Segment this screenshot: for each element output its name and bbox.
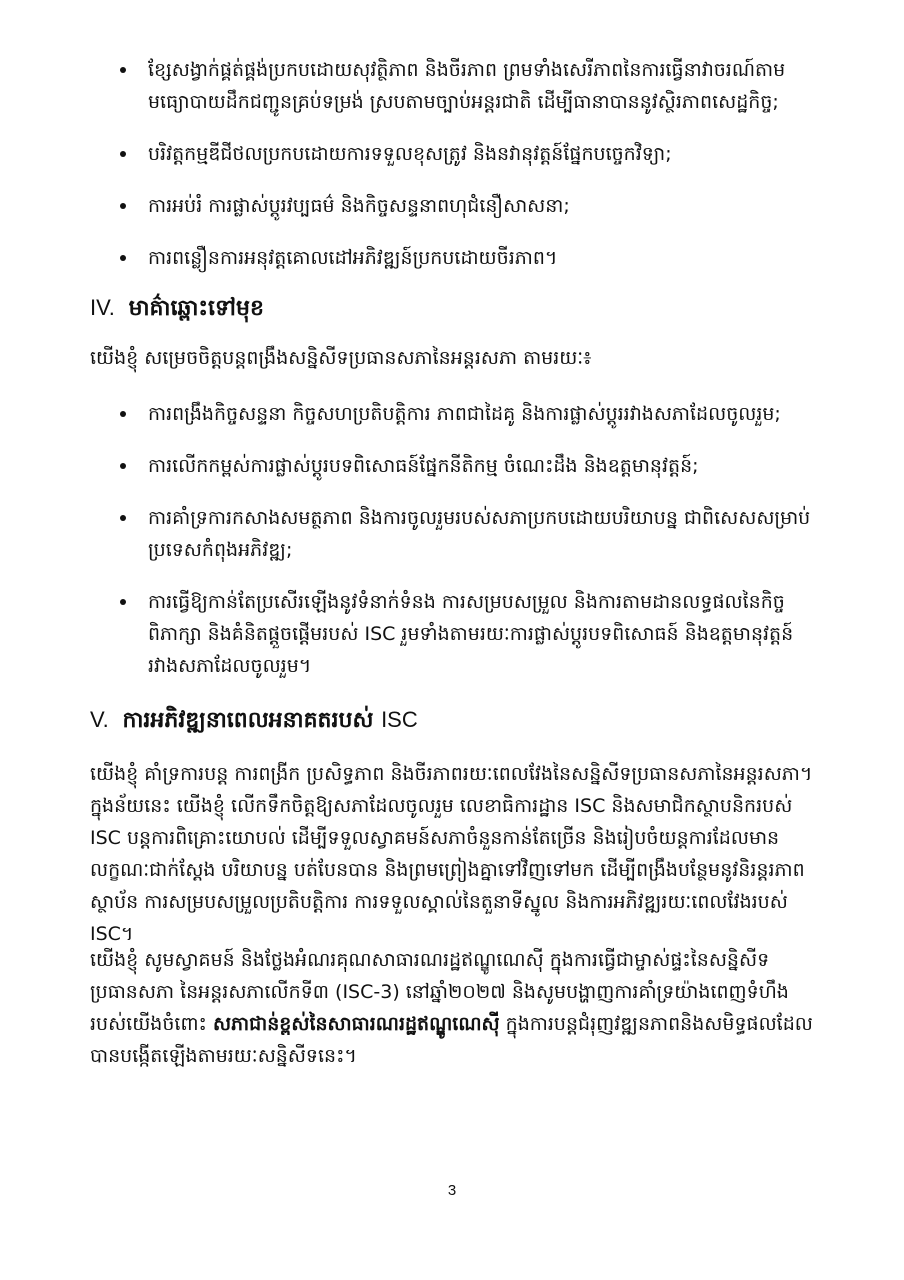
section-4-intro: យើងខ្ញុំ សម្រេចចិត្តបន្តពង្រឹងសន្និសីទប្រធានសភានៃអន្តរសភា តាមរយៈ៖ bbox=[90, 347, 592, 369]
bullet-dot-icon bbox=[120, 67, 126, 73]
section-number: V. bbox=[90, 707, 109, 732]
list-item-text: ការអប់រំ ការផ្លាស់ប្តូរវប្បធម៌ និងកិច្ចសន្ទនាពហុជំនឿសាសនា; bbox=[148, 195, 570, 217]
list-item-text: ការលើកកម្ពស់ការផ្លាស់ប្តូរបទពិសោធន៍ផ្នែកនីតិកម្ម ចំណេះដឹង និងឧត្តមានុវត្តន៍; bbox=[148, 455, 699, 477]
list-item bbox=[118, 502, 818, 566]
section-heading-4 bbox=[90, 292, 830, 325]
list-item-text: ការពង្រឹងកិច្ចសន្ទនា កិច្ចសហប្រតិបត្តិការ ភាពជាដៃគូ និងការផ្លាស់ប្តូររវាងសភាដែលចូលរួម; bbox=[148, 403, 781, 425]
bullet-dot-icon bbox=[120, 599, 126, 605]
section-title-suffix: ISC bbox=[381, 707, 418, 732]
bullet-list-section-4 bbox=[118, 398, 818, 702]
list-item bbox=[118, 242, 818, 274]
list-item bbox=[118, 398, 818, 430]
list-item bbox=[118, 138, 818, 170]
list-item bbox=[118, 450, 818, 482]
page-number: 3 bbox=[447, 1182, 457, 1199]
section-5-paragraph-1: យើងខ្ញុំ គាំទ្រការបន្ត ការពង្រីក ប្រសិទ្ធភាព និងចីរភាពរយៈពេលវែងនៃសន្និសីទប្រធានសភានៃអន្តរសភា។ ក្នុងន័យនេះ យើងខ្ញុំ លើកទឹកចិត្តឱ្យសភាដែលចូលរួម លេខាធិការដ្ឋាន ISC និងសមាជិកស្ថាបនិករបស់ ISC បន្តការពិគ្រោះយោបល់ ដើម្បីទទួលស្វាគមន៍សភាចំនួនកាន់តែច្រើន និងរៀបចំយន្តការដែលមានលក្ខណៈជាក់ស្តែង បរិយាបន្ន បត់បែនបាន និងព្រមព្រៀងគ្នាទៅវិញទៅមក ដើម្បីពង្រឹងបន្ថែមនូវនិរន្តរភាពស្ថាប័ន ការសម្របសម្រួលប្រតិបត្តិការ ការទទួលស្គាល់នៃតួនាទីស្នូល និងការអភិវឌ្ឍរយៈពេលវែងរបស់ ISC។ bbox=[90, 763, 813, 945]
bullet-dot-icon bbox=[120, 515, 126, 521]
paragraph-text: យើងខ្ញុំ សូមស្វាគមន៍ និងថ្លែងអំណរគុណសាធារណរដ្ឋឥណ្ឌូណេស៊ី ក្នុងការធ្វើជាម្ចាស់ផ្ទះនៃសន្និសីទប្រធានសភា នៃអន្តរសភាលើកទី៣ (ISC-3) នៅឆ្នាំ២០២៧ និងសូមបង្ហាញការគាំទ្រយ៉ាងពេញទំហឹងរបស់យើងចំពោះ bbox=[90, 949, 789, 1035]
section-title: មាគ៌ាឆ្ពោះទៅមុខ bbox=[128, 296, 264, 321]
bullet-dot-icon bbox=[120, 255, 126, 261]
list-item-text: បរិវត្តកម្មឌីជីថលប្រកបដោយការទទួលខុសត្រូវ និងនវានុវត្តន៍ផ្នែកបច្ចេកវិទ្យា; bbox=[148, 143, 672, 165]
section-5-paragraph-2 bbox=[90, 944, 818, 1072]
list-item-text: ការគាំទ្រការកសាងសមត្ថភាព និងការចូលរួមរបស់សភាប្រកបដោយបរិយាបន្ន ជាពិសេសសម្រាប់ប្រទេសកំពុងអភិវឌ្ឍ; bbox=[148, 507, 811, 561]
bullet-list-top bbox=[118, 54, 818, 294]
list-item bbox=[118, 190, 818, 222]
bullet-dot-icon bbox=[120, 411, 126, 417]
section-heading-5 bbox=[90, 704, 830, 737]
paragraph-bold-text: សភាជាន់ខ្ពស់នៃសាធារណរដ្ឋឥណ្ឌូណេស៊ី bbox=[212, 1013, 500, 1035]
list-item-text: ខ្សែសង្វាក់ផ្គត់ផ្គង់ប្រកបដោយសុវត្ថិភាព និងចីរភាព ព្រមទាំងសេរីភាពនៃការធ្វើនាវាចរណ៍តាមមធ្យោបាយដឹកជញ្ជូនគ្រប់ទម្រង់ ស្របតាមច្បាប់អន្តរជាតិ ដើម្បីធានាបាននូវស្ថិរភាពសេដ្ឋកិច្ច; bbox=[148, 59, 786, 113]
list-item-text: ការពន្លឿនការអនុវត្តគោលដៅអភិវឌ្ឍន៍ប្រកបដោយចីរភាព។ bbox=[148, 247, 558, 269]
bullet-dot-icon bbox=[120, 151, 126, 157]
section-number: IV. bbox=[90, 295, 115, 320]
list-item-text: ការធ្វើឱ្យកាន់តែប្រសើរឡើងនូវទំនាក់ទំនង ការសម្របសម្រួល និងការតាមដានលទ្ធផលនៃកិច្ចពិភាក្សា និងគំនិតផ្តួចផ្តើមរបស់ ISC រួមទាំងតាមរយៈការផ្លាស់ប្តូរបទពិសោធន៍ និងឧត្តមានុវត្តន៍រវាងសភាដែលចូលរួម។ bbox=[148, 591, 794, 677]
bullet-dot-icon bbox=[120, 203, 126, 209]
paragraph-text: ក្នុងការបន្តជំរុញវឌ្ឍនភាពនិងសមិទ្ធផលដែលបានបង្កើតឡើងតាមរយៈសន្និសីទនេះ។ bbox=[90, 1013, 813, 1067]
list-item bbox=[118, 54, 818, 118]
section-title: ការអភិវឌ្ឍនាពេលអនាគតរបស់ bbox=[122, 708, 374, 733]
list-item bbox=[118, 586, 818, 682]
bullet-dot-icon bbox=[120, 463, 126, 469]
